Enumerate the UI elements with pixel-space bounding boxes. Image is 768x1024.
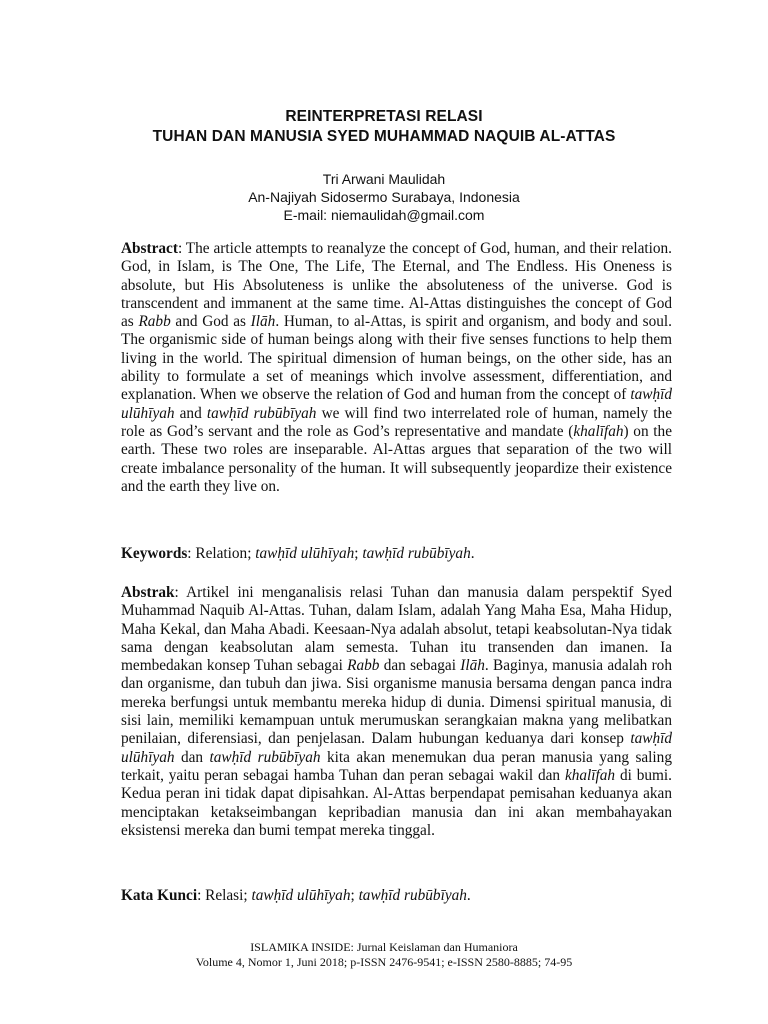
kata-kunci-text: ; [350,887,359,904]
keyword-tawhid-rububiyah: tawḥīd rubūbīyah [362,545,471,562]
abstract-text: ) on the earth. These two roles are inseparable. Al-Attas argues that separation of the two will create imbalance personality of the human. It will subsequently jeopardize their existence and the earth they live on. [121,422,672,495]
term-ilah: Ilāh [460,657,485,675]
abstrak-text: dan sebagai [379,657,461,675]
keyword-tawhid-uluhiyah: tawḥīd ulūhīyah [255,545,355,562]
term-tawhid-rububiyah: tawḥīd rubūbīyah [209,748,321,766]
abstrak-text: . Baginya, manusia adalah roh dan organisme, dan tubuh dan jiwa. Sisi organisme manusia bersama dengan panca indra mereka berfungsi untuk membantu mereka hidup di dunia. Dimensi spiritual manusia, di sisi lain, memiliki kemampuan untuk merumuskan serangkaian makna yang melibatkan penilaian, diferensiasi, dan penjelasan. Dalam hubungan keduanya dari konsep [121,657,672,748]
abstract-indonesian [121,584,672,840]
abstrak-text: kita akan menemukan dua peran manusia yang saling terkait, yaitu peran sebagai hamba Tuhan dan peran sebagai wakil dan [121,748,672,784]
abstract-text: and [174,404,207,422]
author-name: Tri Arwani Maulidah [322,171,446,187]
author-affiliation: An-Najiyah Sidosermo Surabaya, Indonesia [248,189,520,205]
author-email: E-mail: niemaulidah@gmail.com [283,207,485,223]
abstract-text: . Human, to al-Attas, is spirit and organism, and body and soul. The organismic side of human beings along with their five senses functions to help them living in the world. The spiritual dimension of human beings, on the other side, has an ability to formulate a set of meanings which involve assessment, differentiation, and explanation. When we observe the relation of God and human from the concept of [121,313,672,404]
keywords-indonesian [121,887,672,905]
term-tawhid-rububiyah: tawḥīd rubūbīyah [206,404,317,422]
kata-kunci-text: . [466,887,471,904]
term-rabb: Rabb [138,313,171,331]
abstract-text: we will find two interrelated role of human, namely the role as God’s servant and the role as God’s representative and mandate ( [121,404,672,440]
abstract-text: : The article attempts to reanalyze the concept of God, human, and their relation. God, in Islam, is The One, The Life, The Eternal, and The Endless. His Oneness is absolute, but His Absoluteness is unlike the absoluteness of the universe. God is transcendent and immanent at the same time. Al-Attas distinguishes the concept of God as [121,240,672,331]
term-ilah: Ilāh [250,313,276,331]
abstrak-text: : Artikel ini menganalisis relasi Tuhan dan manusia dalam perspektif Syed Muhammad Naquib Al-Attas. Tuhan, dalam Islam, adalah Yang Maha Esa, Maha Hidup, Maha Kekal, dan Maha Abadi. Keesaan-Nya adalah absolut, tetapi keabsolutan-Nya tidak sama dengan keabsolutan alam semesta. Tuhan itu transenden dan imanen. Ia membedakan konsep Tuhan sebagai [121,584,672,675]
term-tawhid-uluhiyah: tawḥīd ulūhīyah [121,730,672,766]
abstrak-label: Abstrak [121,584,175,601]
abstract-text: and God as [170,313,251,331]
abstract-label: Abstract [121,240,178,257]
keywords-text: : Relation; [187,545,256,562]
term-khalifah: khalīfah [564,766,616,784]
keywords-text: . [470,545,475,562]
abstrak-text: di bumi. Kedua peran ini tidak dapat dipisahkan. Al-Attas berpendapat pemisahan keduanya akan menciptakan ketakseimbangan kepribadian manusia dan ini akan membahayakan eksistensi mereka dan bumi tempat mereka tinggal. [121,766,672,839]
article-title-line-1: REINTERPRETASI RELASI [285,108,483,125]
keyword-tawhid-rububiyah: tawḥīd rubūbīyah [358,887,467,904]
abstract-english [121,240,672,496]
abstrak-text: dan [174,748,210,766]
keywords-label: Keywords [121,545,188,562]
kata-kunci-text: : Relasi; [197,887,252,904]
keywords-english [121,545,672,563]
term-tawhid-uluhiyah: tawḥīd ulūhīyah [121,386,672,422]
term-rabb: Rabb [347,657,380,675]
article-title-line-2: TUHAN DAN MANUSIA SYED MUHAMMAD NAQUIB AL-ATTAS [152,128,616,145]
journal-name-footer: ISLAMIKA INSIDE: Jurnal Keislaman dan Humaniora [250,940,518,954]
keywords-text: ; [354,545,363,562]
kata-kunci-label: Kata Kunci [121,887,198,904]
journal-issue-footer: Volume 4, Nomor 1, Juni 2018; p-ISSN 2476-9541; e-ISSN 2580-8885; 74-95 [195,955,573,969]
keyword-tawhid-uluhiyah: tawḥīd ulūhīyah [251,887,351,904]
term-khalifah: khalīfah [573,422,624,440]
